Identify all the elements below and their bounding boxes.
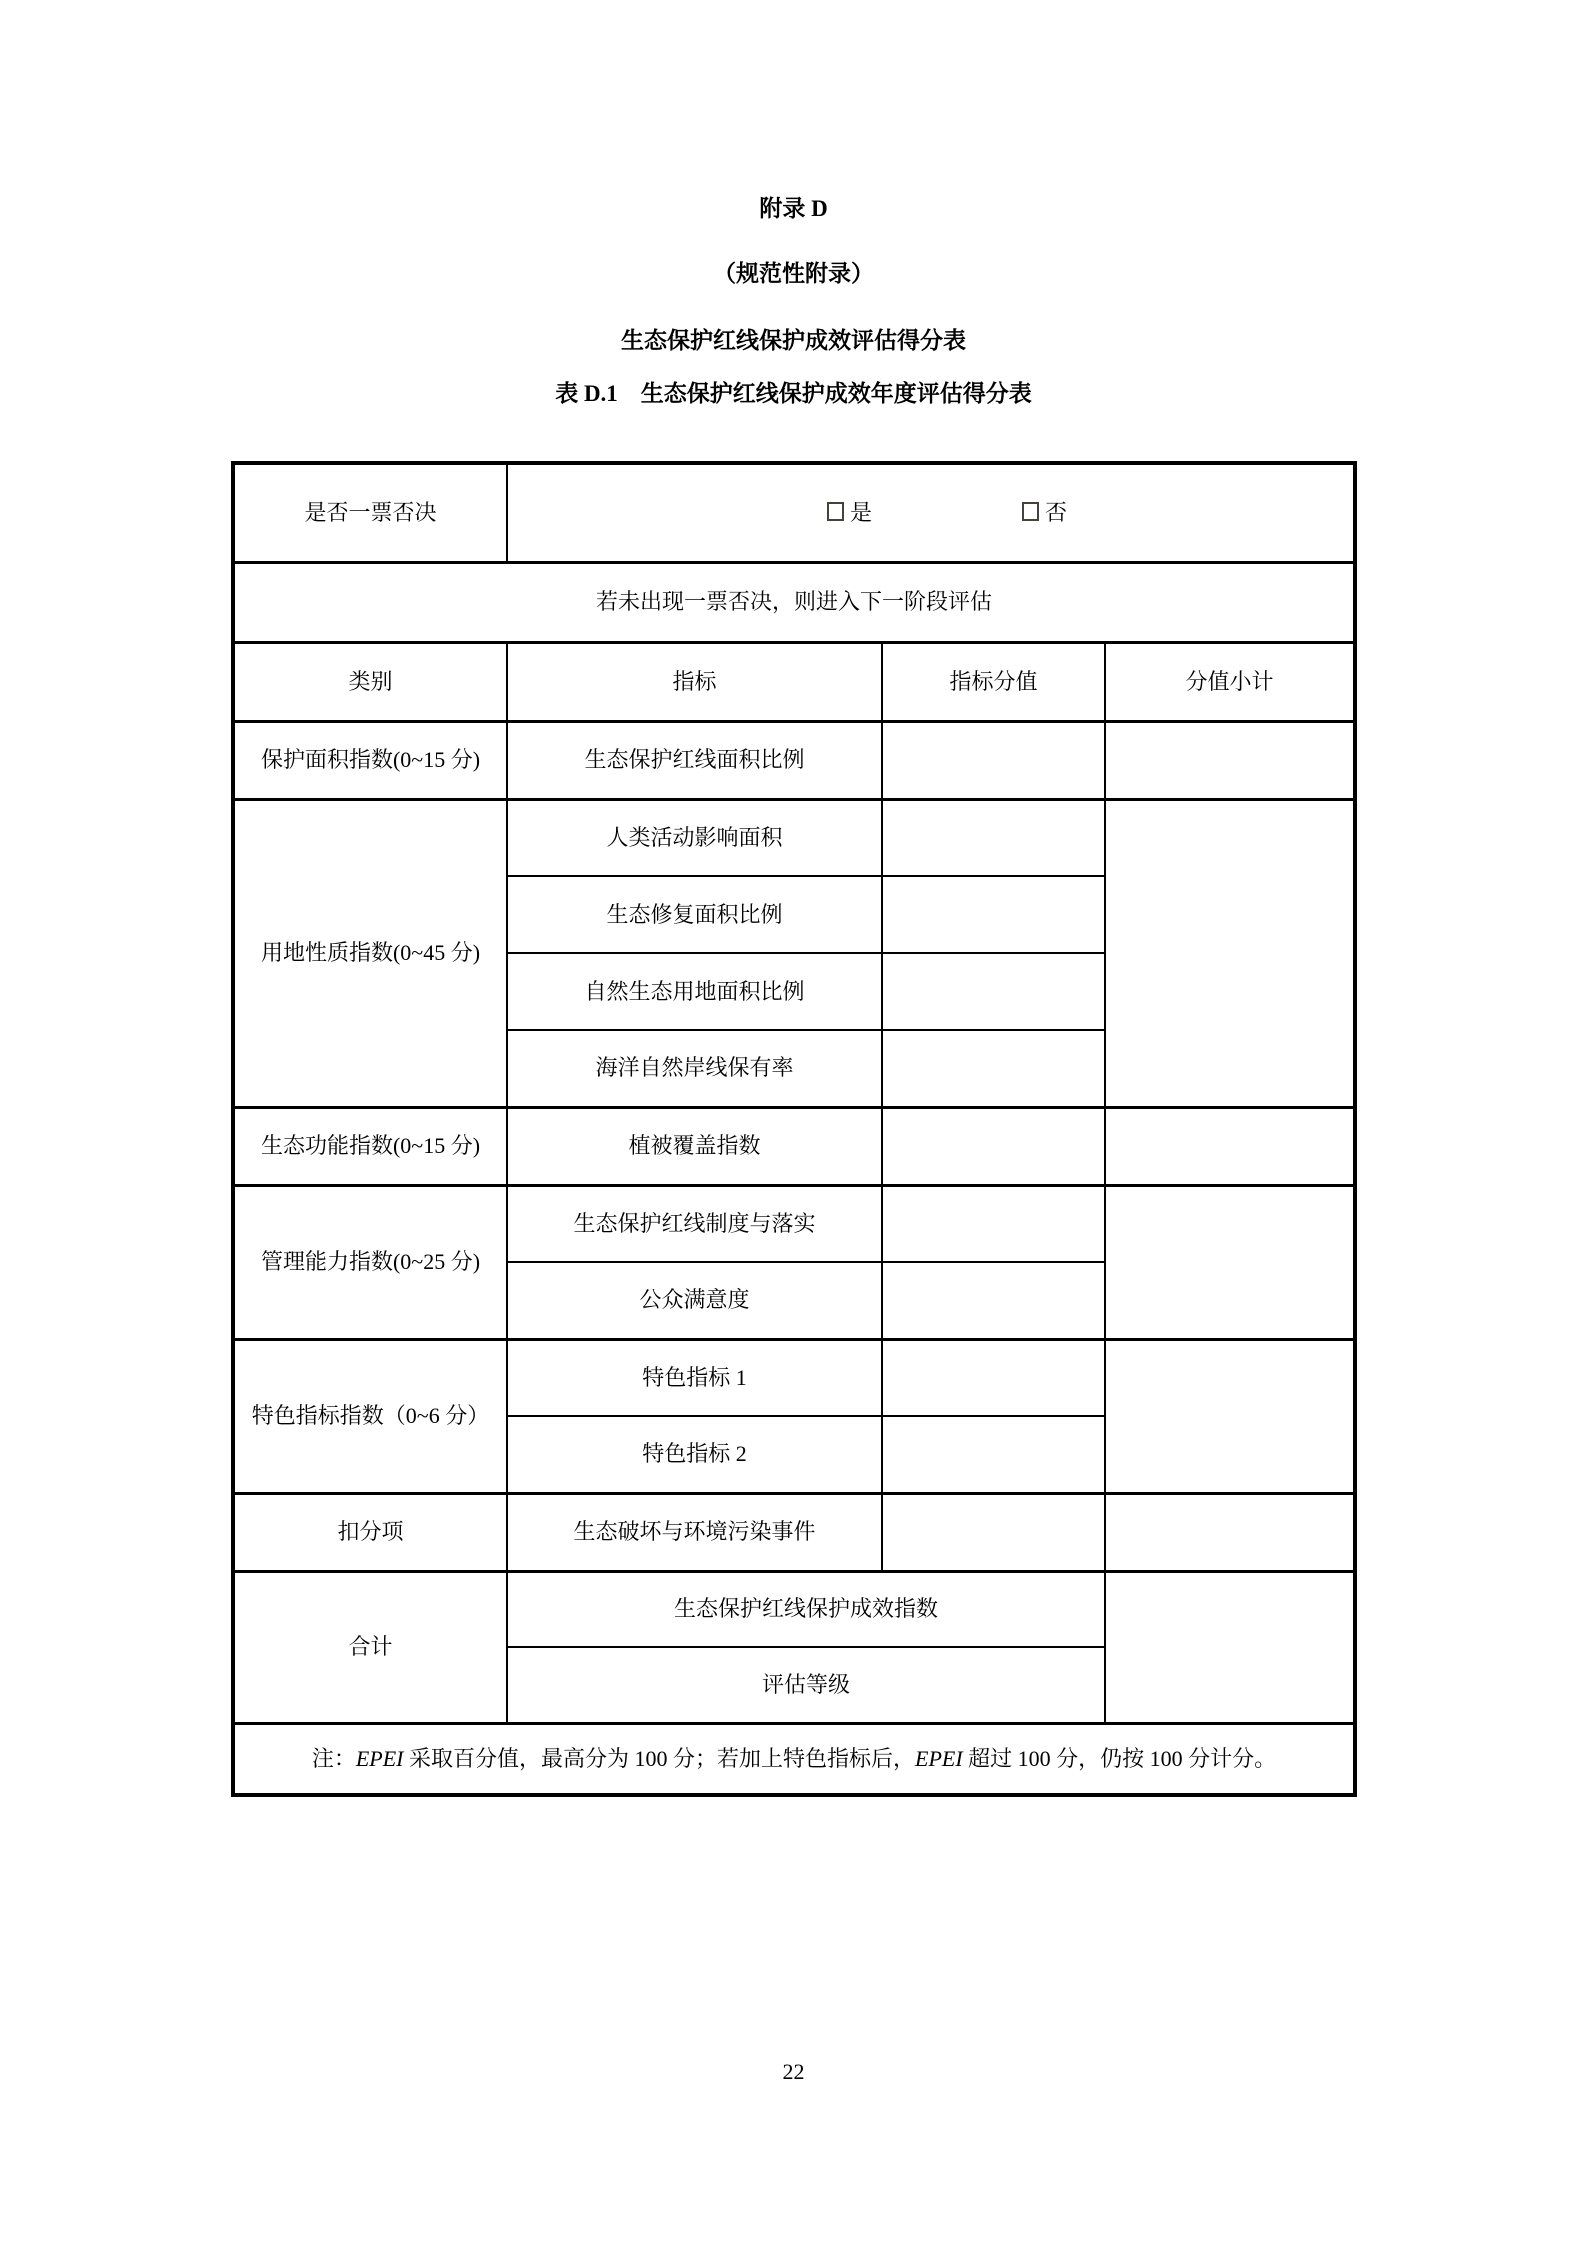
- cell-score-public-satisfaction: [882, 1262, 1105, 1339]
- cell-subtotal-deduction: [1105, 1493, 1355, 1571]
- cell-indicator-vegetation-cover: 植被覆盖指数: [507, 1107, 882, 1185]
- cell-total-grade-label: 评估等级: [507, 1647, 1105, 1723]
- note-cell: [233, 1723, 1355, 1795]
- cell-score-redline-area-ratio: [882, 721, 1105, 799]
- cell-score-human-activity: [882, 799, 1105, 876]
- cell-subtotal-protect-area: [1105, 721, 1355, 799]
- cell-indicator-natural-land-ratio: 自然生态用地面积比例: [507, 953, 882, 1030]
- cell-subtotal-land-use: [1105, 799, 1355, 1107]
- cell-subtotal-special: [1105, 1339, 1355, 1493]
- document-title: 生态保护红线保护成效评估得分表: [621, 328, 966, 353]
- cell-score-eco-restoration: [882, 876, 1105, 953]
- table-header-row: [233, 642, 1355, 721]
- row-special-1: [233, 1339, 1355, 1416]
- cell-indicator-human-activity: 人类活动影响面积: [507, 799, 882, 876]
- score-table: [231, 461, 1357, 1797]
- header-category: 类别: [233, 642, 507, 721]
- note-text-1: 注：: [311, 1745, 356, 1771]
- cell-subtotal-eco-function: [1105, 1107, 1355, 1185]
- veto-option-yes-label: 是: [850, 499, 873, 525]
- header-indicator-score: 指标分值: [882, 642, 1105, 721]
- cell-indicator-special-2: 特色指标 2: [507, 1416, 882, 1493]
- cell-score-natural-land-ratio: [882, 953, 1105, 1030]
- header-indicator: 指标: [507, 642, 882, 721]
- cell-category-total: 合计: [233, 1571, 507, 1723]
- cell-subtotal-management: [1105, 1185, 1355, 1339]
- row-management-1: [233, 1185, 1355, 1262]
- cell-category-special: 特色指标指数（0~6 分）: [233, 1339, 507, 1493]
- cell-category-deduction: 扣分项: [233, 1493, 507, 1571]
- note-epei-2: EPEI: [915, 1745, 963, 1771]
- cell-indicator-redline-system: 生态保护红线制度与落实: [507, 1185, 882, 1262]
- row-note: [233, 1723, 1355, 1795]
- header-score-subtotal: 分值小计: [1105, 642, 1355, 721]
- note-text-3: 超过 100 分，仍按 100 分计分。: [962, 1745, 1277, 1771]
- row-eco-function: [233, 1107, 1355, 1185]
- cell-indicator-redline-area-ratio: 生态保护红线面积比例: [507, 721, 882, 799]
- cell-score-special-1: [882, 1339, 1105, 1416]
- cell-score-redline-system: [882, 1185, 1105, 1262]
- veto-option-yes: [827, 497, 872, 529]
- stage-note-cell: 若未出现一票否决，则进入下一阶段评估: [233, 562, 1355, 642]
- cell-indicator-public-satisfaction: 公众满意度: [507, 1262, 882, 1339]
- page-number: 22: [782, 2059, 805, 2084]
- cell-score-special-2: [882, 1416, 1105, 1493]
- table-caption: 表 D.1 生态保护红线保护成效年度评估得分表: [555, 381, 1032, 406]
- row-land-use-1: [233, 799, 1355, 876]
- note-epei-1: EPEI: [355, 1745, 404, 1771]
- appendix-label: 附录 D: [759, 196, 828, 221]
- cell-indicator-pollution-events: 生态破坏与环境污染事件: [507, 1493, 882, 1571]
- veto-label-cell: 是否一票否决: [233, 463, 507, 562]
- cell-total-epei-label: 生态保护红线保护成效指数: [507, 1571, 1105, 1647]
- appendix-type-label: （规范性附录）: [713, 261, 874, 286]
- cell-category-management: 管理能力指数(0~25 分): [233, 1185, 507, 1339]
- veto-row: [233, 463, 1355, 562]
- cell-indicator-special-1: 特色指标 1: [507, 1339, 882, 1416]
- note-text-2: 采取百分值，最高分为 100 分；若加上特色指标后，: [403, 1745, 916, 1771]
- cell-category-protect-area: 保护面积指数(0~15 分): [233, 721, 507, 799]
- cell-category-land-use: 用地性质指数(0~45 分): [233, 799, 507, 1107]
- veto-option-no-label: 否: [1045, 499, 1068, 525]
- cell-subtotal-total: [1105, 1571, 1355, 1723]
- checkbox-no-icon[interactable]: [1022, 502, 1039, 521]
- cell-indicator-coastline-retention: 海洋自然岸线保有率: [507, 1030, 882, 1107]
- row-total-epei: [233, 1571, 1355, 1647]
- row-deduction: [233, 1493, 1355, 1571]
- veto-option-no: [1022, 497, 1067, 529]
- checkbox-yes-icon[interactable]: [827, 502, 844, 521]
- stage-note-row: [233, 562, 1355, 642]
- cell-score-coastline-retention: [882, 1030, 1105, 1107]
- cell-score-vegetation-cover: [882, 1107, 1105, 1185]
- cell-category-eco-function: 生态功能指数(0~15 分): [233, 1107, 507, 1185]
- veto-options-cell: [507, 463, 1355, 562]
- cell-indicator-eco-restoration: 生态修复面积比例: [507, 876, 882, 953]
- row-protect-area: [233, 721, 1355, 799]
- cell-score-pollution-events: [882, 1493, 1105, 1571]
